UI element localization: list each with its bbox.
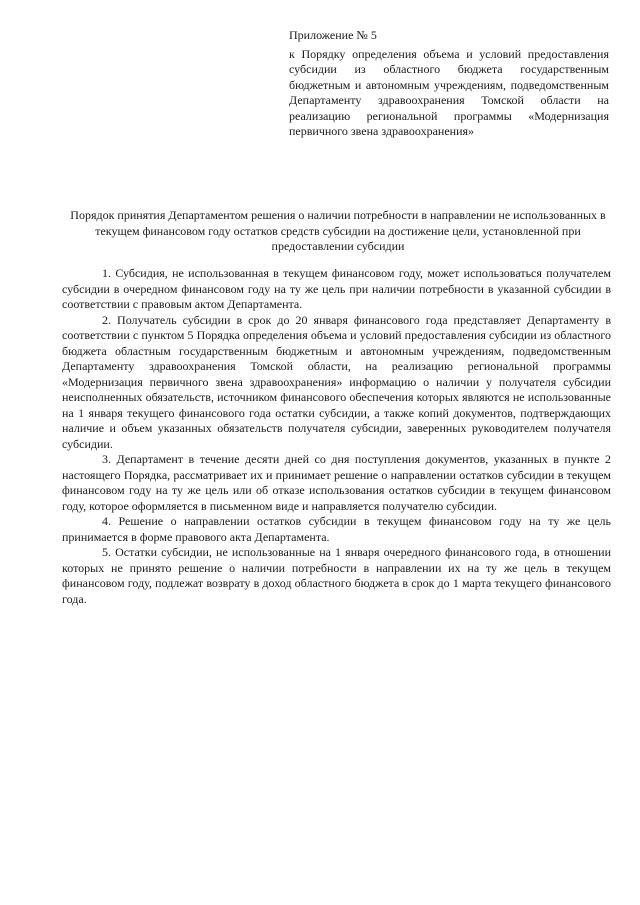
appendix-title: Приложение № 5 <box>289 28 377 42</box>
document-body <box>62 266 611 607</box>
appendix-text: к Порядку определения объема и условий предоставления субсидии из областного бюджета государственным бюджетным и автономным учреждениям, подведомственным Департаменту здравоохранения Томской области на реализацию региональной программы «Модернизация первичного звена здравоохранения» <box>289 46 609 138</box>
paragraph-1: 1. Субсидия, не использованная в текущем финансовом году, может использоваться получателем субсидии в очередном финансовом году на ту же цель при наличии потребности в указанной субсидии в соответствии с правовым актом Департамента. <box>62 266 611 311</box>
paragraph-3: 3. Департамент в течение десяти дней со дня поступления документов, указанных в пункте 2 настоящего Порядка, рассматривает их и принимает решение о направлении остатков субсидии в текущем финансовом году на ту же цель или об отказе использования остатков субсидии в текущем финансовом году, которое оформляется в письменном виде и направляется получателю субсидии. <box>62 452 611 513</box>
paragraph-5: 5. Остатки субсидии, не использованные на 1 января очередного финансового года, в отношении которых не принято решение о наличии потребности в направлении их на ту же цель в текущем финансовом году, подлежат возврату в доход областного бюджета в срок до 1 марта текущего финансового года. <box>62 545 611 606</box>
paragraph-2: 2. Получатель субсидии в срок до 20 января финансового года представляет Департаменту в соответствии с пунктом 5 Порядка определения объема и условий предоставления субсидии из областного бюджета областным государственным бюджетным и автономным учреждениям, подведомственным Департаменту здравоохранения Томской области, на реализацию региональной программы «Модернизация первичного звена здравоохранения» информацию о наличии у получателя субсидии неисполненных обязательств, источником финансового обеспечения которых являются не использованные на 1 января текущего финансового года остатки субсидии, а также копий документов, подтверждающих наличие и объем указанных обязательств получателя субсидии, заверенных руководителем получателя субсидии. <box>62 312 611 451</box>
appendix-block <box>289 28 609 140</box>
paragraph-4: 4. Решение о направлении остатков субсидии в текущем финансовом году на ту же цель принимается в форме правового акта Департамента. <box>62 514 611 544</box>
document-title: Порядок принятия Департаментом решения о наличии потребности в направлении не использованных в текущем финансовом году остатков средств субсидии на достижение цели, установленной при предоставлении субсидии <box>70 208 606 253</box>
